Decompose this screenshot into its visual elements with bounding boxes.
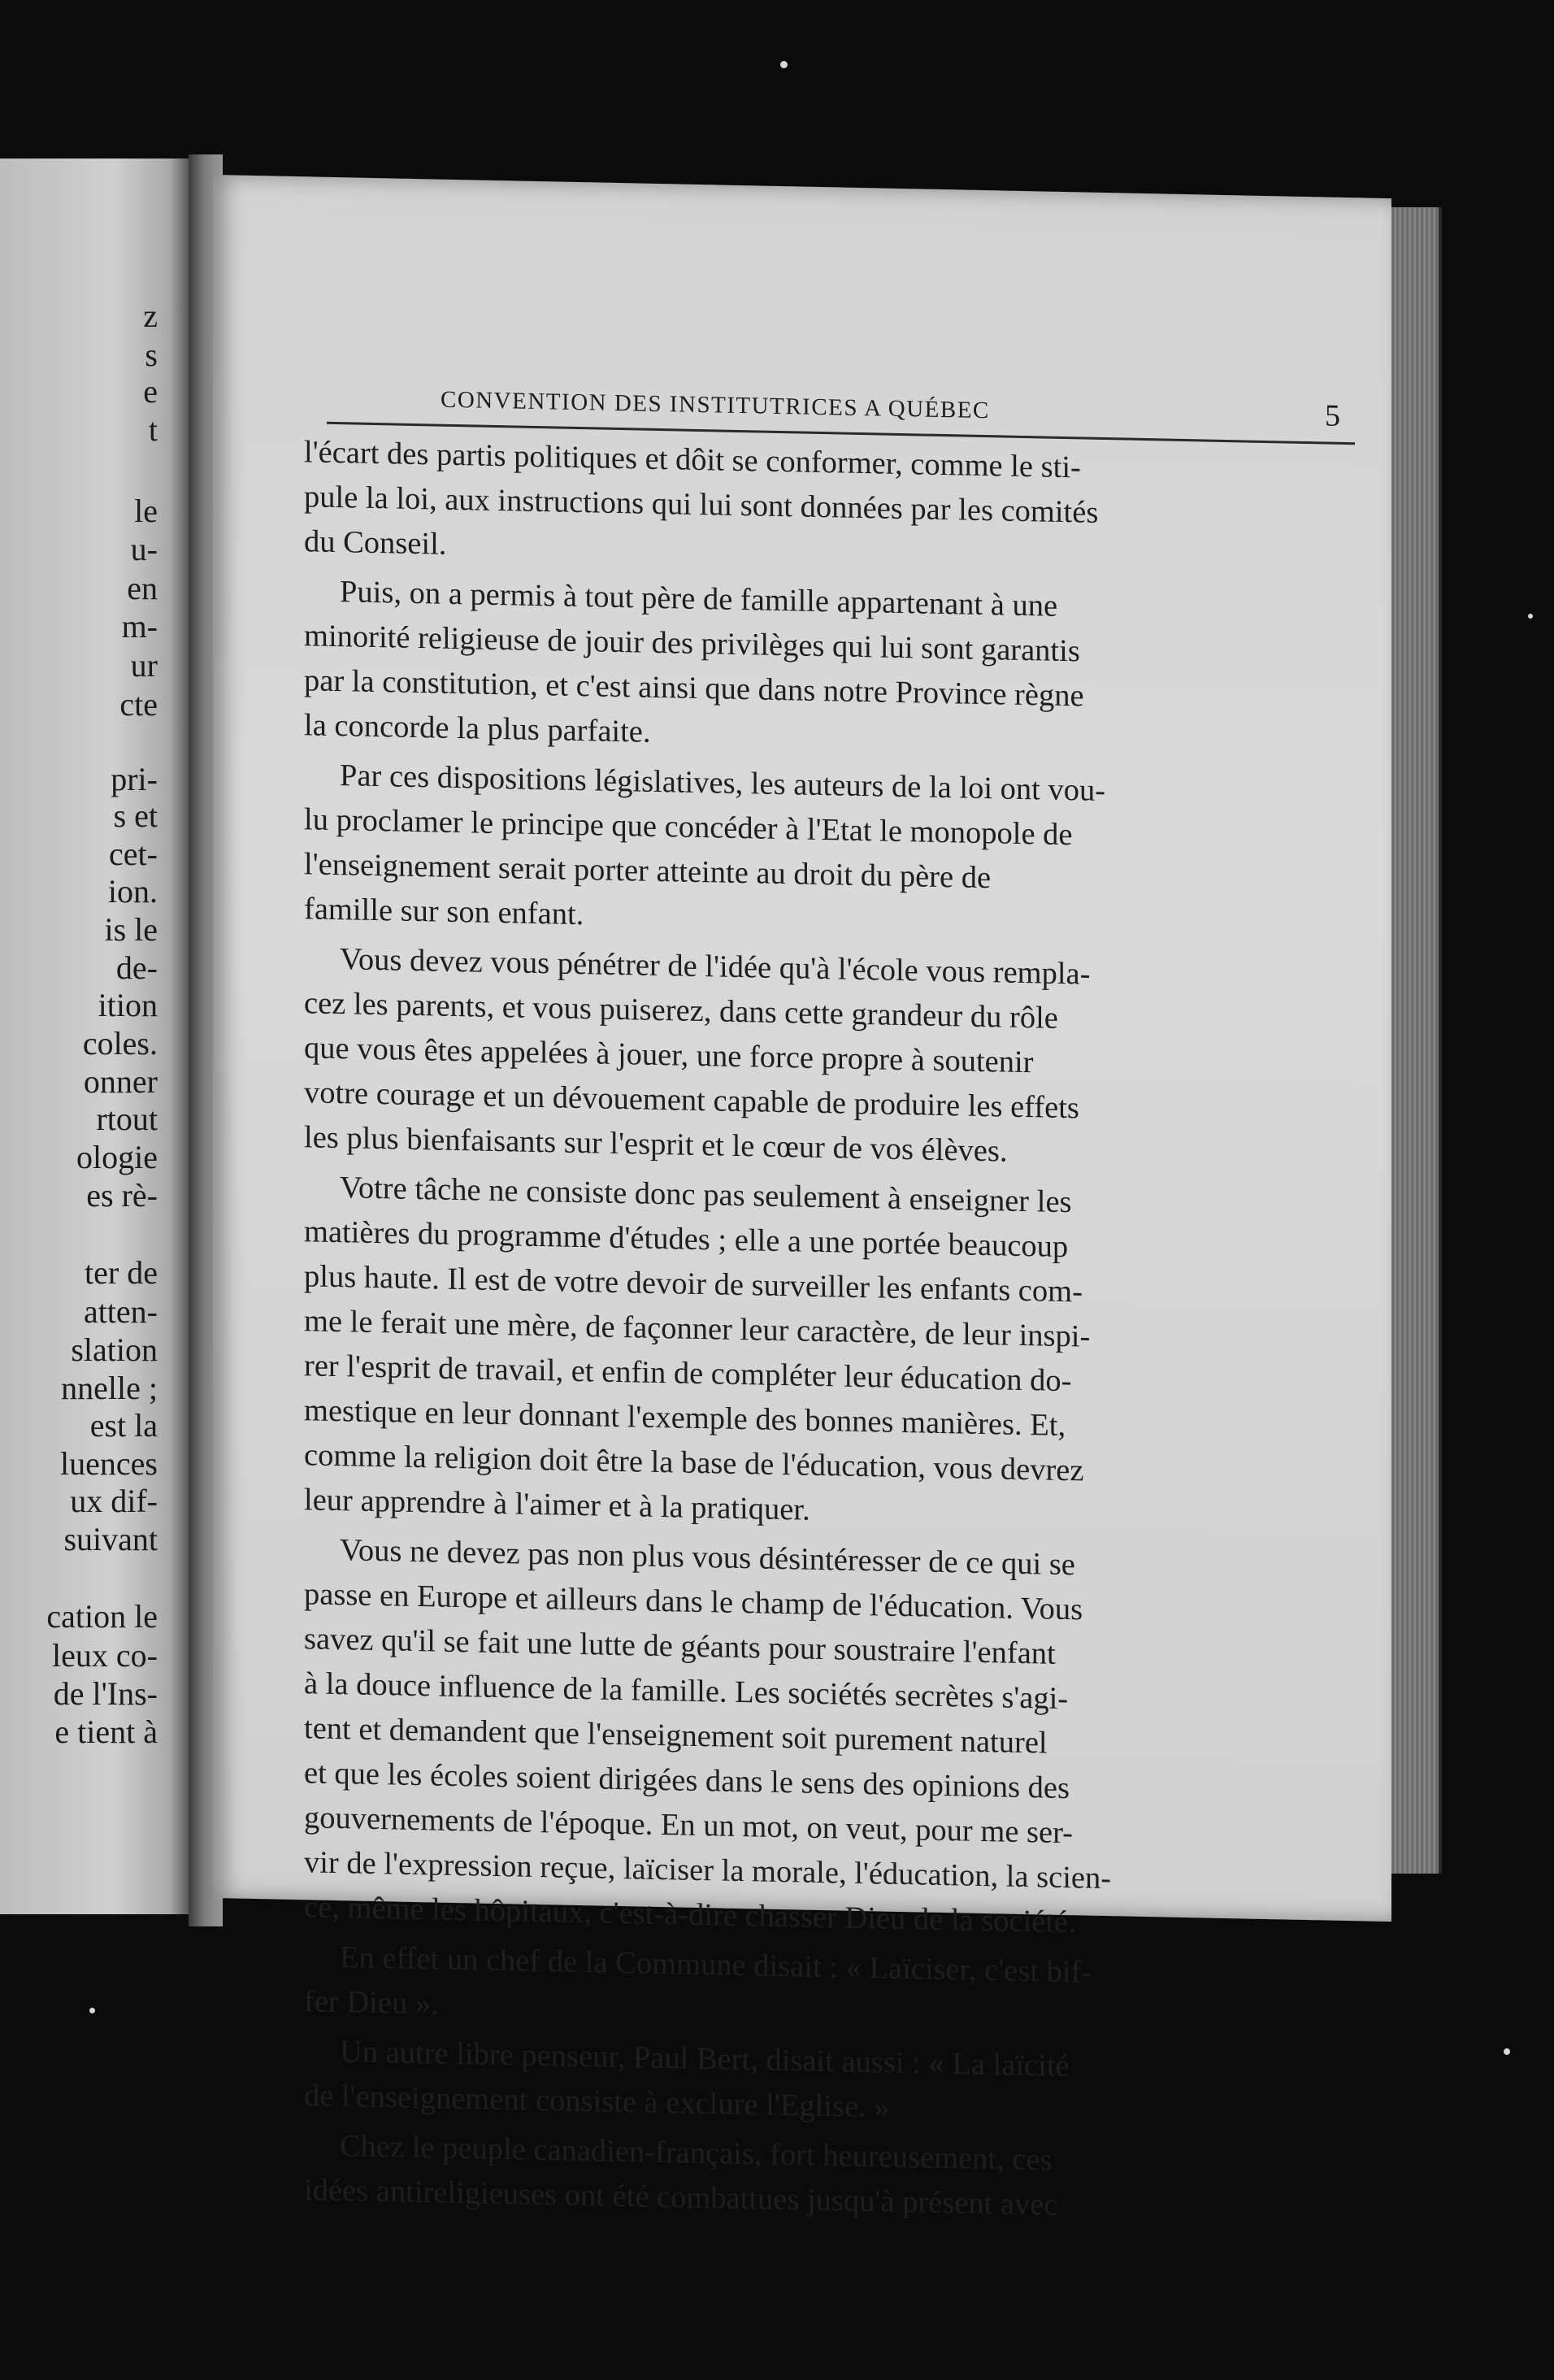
text-line: matières du programme d'études ; elle a une portée beaucoup bbox=[304, 1214, 1069, 1265]
left-page bbox=[0, 159, 189, 1914]
text-line: En effet un chef de la Commune disait : « Laïciser, c'est bif- bbox=[340, 1940, 1092, 1990]
left-page-fragment: suivant bbox=[63, 1521, 158, 1557]
left-page-fragment: ur bbox=[130, 647, 158, 684]
left-page-fragment: ter de bbox=[85, 1254, 158, 1291]
text-line: de l'enseignement consiste à exclure l'Eglise. » bbox=[304, 2078, 890, 2125]
left-page-fragment: ion. bbox=[107, 873, 158, 910]
left-page-fragment: z bbox=[143, 298, 158, 334]
left-page-fragment: coles. bbox=[82, 1025, 158, 1062]
text-line: cez les parents, et vous puiserez, dans cette grandeur du rôle bbox=[304, 986, 1058, 1036]
left-page-fragment: est la bbox=[89, 1407, 158, 1444]
page-number: 5 bbox=[1325, 398, 1340, 433]
left-page-fragment: pri- bbox=[111, 761, 158, 797]
text-line: Un autre libre penseur, Paul Bert, disait aussi : « La laïcité bbox=[340, 2035, 1070, 2084]
text-line: rer l'esprit de travail, et enfin de compléter leur éducation do- bbox=[304, 1349, 1072, 1399]
text-line: minorité religieuse de jouir des privilèges qui lui sont garantis bbox=[304, 619, 1080, 669]
text-line: idées antireligieuses ont été combattues jusqu'à présent avec bbox=[304, 2173, 1058, 2222]
left-page-fragment: s bbox=[145, 337, 158, 373]
text-line: tent et demandent que l'enseignement soit purement naturel bbox=[304, 1711, 1048, 1761]
dust-speck bbox=[1199, 443, 1205, 449]
text-line: par la constitution, et c'est ainsi que dans notre Province règne bbox=[304, 663, 1084, 714]
body-text bbox=[304, 430, 1361, 2234]
text-line: plus haute. Il est de votre devoir de surveiller les enfants com- bbox=[304, 1259, 1083, 1309]
text-line: lu proclamer le principe que concéder à l'Etat le monopole de bbox=[304, 802, 1073, 853]
left-page-fragment: ologie bbox=[76, 1139, 158, 1175]
text-line: fer Dieu ». bbox=[304, 1984, 439, 2022]
text-line: l'écart des partis politiques et dôit se conformer, comme le sti- bbox=[304, 435, 1081, 485]
text-line: Par ces dispositions législatives, les auteurs de la loi ont vou- bbox=[340, 758, 1106, 809]
text-line: Vous devez vous pénétrer de l'idée qu'à l'école vous rempla- bbox=[340, 942, 1091, 992]
left-page-fragment: e tient à bbox=[54, 1713, 158, 1750]
left-page-fragment: cation le bbox=[46, 1598, 158, 1635]
book-page-edges bbox=[1383, 207, 1442, 1874]
text-line: ce, même les hôpitaux, c'est-à-dire chasser Dieu de la société. bbox=[304, 1890, 1076, 1940]
left-page-fragment: en bbox=[127, 570, 158, 606]
text-line: me le ferait une mère, de façonner leur caractère, de leur inspi- bbox=[304, 1304, 1091, 1354]
left-page-fragment: cte bbox=[119, 686, 158, 723]
text-line: vir de l'expression reçue, laïciser la morale, l'éducation, la scien- bbox=[304, 1845, 1112, 1896]
running-title: CONVENTION DES INSTITUTRICES A QUÉBEC bbox=[441, 386, 990, 424]
text-line: à la douce influence de la famille. Les sociétés secrètes s'agi- bbox=[304, 1666, 1069, 1717]
text-line: Chez le peuple canadien-français, fort heureusement, ces bbox=[340, 2129, 1053, 2178]
text-line: famille sur son enfant. bbox=[304, 892, 584, 932]
text-line: les plus bienfaisants sur l'esprit et le cœur de vos élèves. bbox=[304, 1120, 1008, 1169]
left-page-fragment: atten- bbox=[83, 1293, 158, 1330]
text-line: pule la loi, aux instructions qui lui sont données par les comités bbox=[304, 480, 1099, 530]
text-line: gouvernements de l'époque. En un mot, on veut, pour me ser- bbox=[304, 1800, 1073, 1851]
left-page-fragment: m- bbox=[121, 608, 158, 645]
text-line: mestique en leur donnant l'exemple des bonnes manières. Et, bbox=[304, 1393, 1066, 1444]
left-page-fragment: slation bbox=[71, 1331, 158, 1368]
left-page-fragment: luences bbox=[60, 1445, 158, 1482]
left-page-fragment: is le bbox=[104, 911, 158, 948]
left-page-fragment: cet- bbox=[109, 836, 158, 872]
text-line: et que les écoles soient dirigées dans le sens des opinions des bbox=[304, 1756, 1070, 1806]
dust-speck bbox=[89, 2008, 95, 2013]
left-page-fragment: leux co- bbox=[52, 1637, 158, 1674]
left-page-fragment: ition bbox=[98, 987, 158, 1023]
left-page-fragment: de l'Ins- bbox=[53, 1675, 158, 1712]
text-line: du Conseil. bbox=[304, 524, 447, 562]
left-page-fragment: onner bbox=[83, 1063, 158, 1100]
dust-speck bbox=[780, 61, 788, 68]
left-page-fragment: ux dif- bbox=[70, 1483, 158, 1519]
left-page-fragment: e bbox=[143, 373, 158, 410]
left-page-fragment: t bbox=[148, 411, 158, 448]
left-page-fragment: es rè- bbox=[86, 1177, 158, 1214]
left-page-fragment: nnelle ; bbox=[61, 1370, 158, 1406]
left-page-fragment: de- bbox=[115, 949, 158, 986]
text-line: passe en Europe et ailleurs dans le champ de l'éducation. Vous bbox=[304, 1577, 1083, 1627]
text-line: que vous êtes appelées à jouer, une force propre à soutenir bbox=[304, 1031, 1034, 1080]
text-line: Vous ne devez pas non plus vous désintéresser de ce qui se bbox=[340, 1533, 1075, 1583]
dust-speck bbox=[1504, 2048, 1510, 2055]
text-line: Votre tâche ne consiste donc pas seulement à enseigner les bbox=[340, 1170, 1072, 1220]
left-page-fragment: u- bbox=[130, 531, 158, 567]
text-line: savez qu'il se fait une lutte de géants pour soustraire l'enfant bbox=[304, 1622, 1056, 1671]
text-line: leur apprendre à l'aimer et à la pratiquer. bbox=[304, 1483, 810, 1527]
text-line: comme la religion doit être la base de l'éducation, vous devrez bbox=[304, 1438, 1084, 1488]
left-page-fragment: s et bbox=[113, 797, 158, 834]
text-line: la concorde la plus parfaite. bbox=[304, 708, 651, 749]
dust-speck bbox=[1528, 614, 1533, 619]
text-line: Puis, on a permis à tout père de famille appartenant à une bbox=[340, 575, 1058, 623]
left-page-fragment: le bbox=[134, 493, 158, 529]
left-page-fragment: rtout bbox=[96, 1101, 158, 1137]
text-line: l'enseignement serait porter atteinte au droit du père de bbox=[304, 847, 992, 896]
right-page bbox=[213, 175, 1391, 2222]
text-line: votre courage et un dévouement capable de produire les effets bbox=[304, 1075, 1079, 1126]
